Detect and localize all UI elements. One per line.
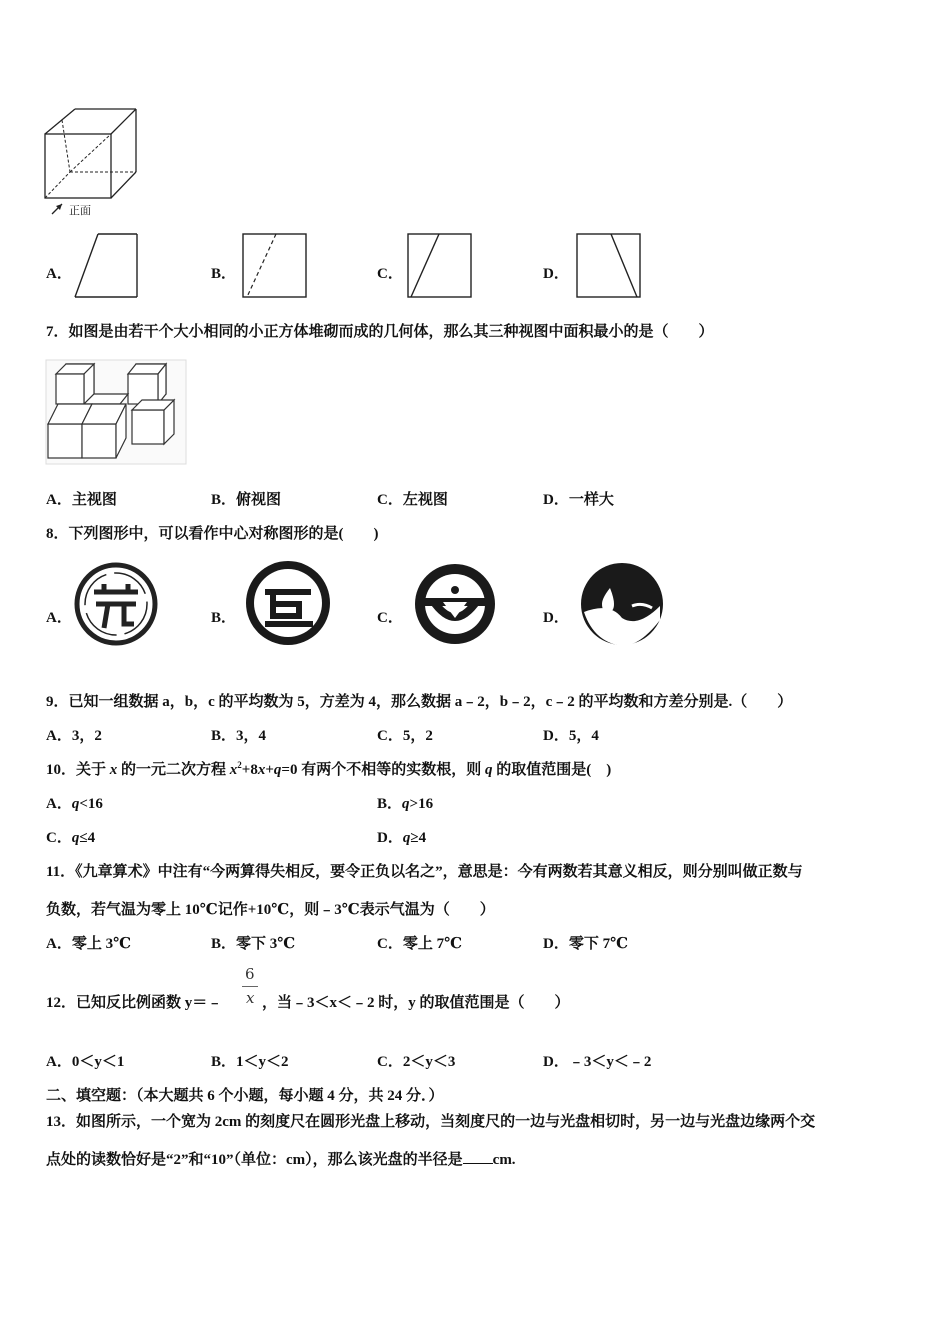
q9-option-b-letter: B． bbox=[211, 728, 237, 744]
q8-option-d-letter[interactable]: D． bbox=[543, 610, 569, 626]
q7-option-b-text: 俯视图 bbox=[236, 492, 282, 508]
q10-eq-x: x bbox=[229, 762, 238, 778]
q10-eq-part: + bbox=[265, 762, 274, 778]
q12-option-b-text: 1＜y＜2 bbox=[236, 1054, 289, 1070]
q6-option-c-figure[interactable] bbox=[407, 233, 473, 299]
q10-option-a-text: <16 bbox=[79, 796, 103, 812]
q9-option-d[interactable] bbox=[543, 724, 599, 745]
q10-option-d[interactable] bbox=[377, 826, 426, 847]
q8-option-d-emblem[interactable] bbox=[580, 562, 664, 646]
q6-option-b-figure[interactable] bbox=[242, 233, 308, 299]
q12-fraction-bar bbox=[242, 986, 258, 987]
q11-option-d-letter: D． bbox=[543, 936, 569, 952]
q10-option-d-var: q bbox=[402, 830, 411, 846]
q8-option-c-emblem[interactable] bbox=[413, 562, 497, 646]
q10-eq-part: +8 bbox=[241, 762, 258, 778]
q8-option-c-letter[interactable]: C． bbox=[377, 610, 403, 626]
q6-option-a-letter[interactable]: A． bbox=[46, 266, 72, 282]
q10-eq-q: q bbox=[273, 762, 282, 778]
q6-option-c-letter[interactable]: C． bbox=[377, 266, 403, 282]
q10-eq-x: x bbox=[257, 762, 266, 778]
q12-stem-b: ，当﹣3＜x＜﹣2 时，y 的取值范围是（ ） bbox=[262, 995, 570, 1011]
section-heading-fill-in: 二、填空题：（本大题共 6 个小题，每小题 4 分，共 24 分．） bbox=[46, 1088, 444, 1104]
q10-option-c-text: ≤4 bbox=[79, 830, 96, 846]
q9-option-c[interactable] bbox=[377, 724, 433, 745]
q9-stem: 9．已知一组数据 a，b，c 的平均数为 5，方差为 4，那么数据 a﹣2，b﹣2，c﹣2 的平均数和方差分别是.（ ） bbox=[46, 694, 793, 710]
q7-option-c-letter: C． bbox=[377, 492, 403, 508]
q10-option-b-var: q bbox=[402, 796, 410, 812]
q13-stem-unit: cm. bbox=[492, 1152, 516, 1168]
q11-option-d[interactable] bbox=[543, 932, 628, 953]
q6-cube-figure bbox=[40, 104, 150, 214]
q8-stem: 8．下列图形中，可以看作中心对称图形的是( ) bbox=[46, 526, 379, 542]
q10-option-b-text: >16 bbox=[409, 796, 434, 812]
q10-option-a-letter: A． bbox=[46, 796, 72, 812]
q10-option-a-var: q bbox=[71, 796, 80, 812]
q7-option-c[interactable] bbox=[377, 488, 448, 509]
q7-option-d-letter: D． bbox=[543, 492, 569, 508]
q12-option-a[interactable] bbox=[46, 1050, 124, 1071]
q13-stem-line2 bbox=[46, 1148, 516, 1169]
q11-option-b-letter: B． bbox=[211, 936, 237, 952]
q10-var-x: x bbox=[109, 762, 118, 778]
q6-cube-label: 正面 bbox=[69, 205, 91, 217]
q8-option-b-emblem[interactable] bbox=[243, 558, 333, 648]
q7-option-d-text: 一样大 bbox=[568, 492, 614, 508]
q6-option-b-letter[interactable]: B． bbox=[211, 266, 237, 282]
q9-option-b-text: 3，4 bbox=[236, 728, 267, 744]
q12-option-d-text: ﹣3＜y＜﹣2 bbox=[568, 1054, 652, 1070]
q11-option-d-text: 零下 7℃ bbox=[568, 936, 629, 952]
q12-fraction-numerator: 6 bbox=[245, 965, 255, 983]
q11-option-a-letter: A． bbox=[46, 936, 72, 952]
q9-option-d-letter: D． bbox=[543, 728, 569, 744]
q11-stem-line1: 11．《九章算术》中注有“今两算得失相反，要令正负以名之”，意思是：今有两数若其意义相反，则分别叫做正数与 bbox=[46, 864, 803, 880]
q10-stem-part: =0 有两个不相等的实数根，则 bbox=[281, 762, 485, 778]
q12-option-b-letter: B． bbox=[211, 1054, 237, 1070]
q10-option-d-text: ≥4 bbox=[410, 830, 427, 846]
q7-option-a[interactable] bbox=[46, 488, 117, 509]
q12-option-c-text: 2＜y＜3 bbox=[402, 1054, 456, 1070]
q8-option-b-letter[interactable]: B． bbox=[211, 610, 237, 626]
q6-option-d-figure[interactable] bbox=[576, 233, 642, 299]
q9-option-d-text: 5，4 bbox=[568, 728, 599, 744]
q6-option-a-figure[interactable] bbox=[73, 233, 139, 299]
q10-var-q: q bbox=[484, 762, 493, 778]
q10-option-d-letter: D． bbox=[377, 830, 403, 846]
q12-option-c-letter: C． bbox=[377, 1054, 403, 1070]
q10-option-c-letter: C． bbox=[46, 830, 72, 846]
q10-stem-part: 的取值范围是( ) bbox=[492, 762, 612, 778]
q7-option-b[interactable] bbox=[211, 488, 281, 509]
q12-option-b[interactable] bbox=[211, 1050, 289, 1071]
q13-answer-blank[interactable] bbox=[463, 1149, 493, 1164]
q6-option-d-letter[interactable]: D． bbox=[543, 266, 569, 282]
q7-option-b-letter: B． bbox=[211, 492, 237, 508]
q9-option-b[interactable] bbox=[211, 724, 266, 745]
q12-option-d[interactable] bbox=[543, 1050, 651, 1071]
q7-cubes-figure bbox=[46, 360, 186, 465]
q8-option-a-emblem[interactable] bbox=[74, 562, 158, 646]
q12-fraction-denominator: x bbox=[246, 989, 255, 1007]
q10-option-c[interactable] bbox=[46, 826, 95, 847]
q9-option-c-text: 5，2 bbox=[402, 728, 433, 744]
q11-option-b[interactable] bbox=[211, 932, 295, 953]
q7-option-a-text: 主视图 bbox=[71, 492, 117, 508]
q11-option-c[interactable] bbox=[377, 932, 462, 953]
q7-option-d[interactable] bbox=[543, 488, 614, 509]
q9-option-a[interactable] bbox=[46, 724, 102, 745]
q12-option-c[interactable] bbox=[377, 1050, 455, 1071]
q11-option-a[interactable] bbox=[46, 932, 131, 953]
q9-option-a-text: 3，2 bbox=[71, 728, 102, 744]
q10-option-b[interactable] bbox=[377, 792, 433, 813]
q13-stem-line1: 13．如图所示，一个宽为 2cm 的刻度尺在圆形光盘上移动，当刻度尺的一边与光盘相切时，另一边与光盘边缘两个交 bbox=[46, 1114, 816, 1130]
q10-option-c-var: q bbox=[71, 830, 80, 846]
q11-option-b-text: 零下 3℃ bbox=[236, 936, 296, 952]
q10-eq-exponent: 2 bbox=[237, 760, 242, 770]
q10-stem-part: 10．关于 bbox=[46, 762, 110, 778]
q13-stem-text: 点处的读数恰好是“2”和“10”（单位：cm），那么该光盘的半径是 bbox=[46, 1152, 463, 1168]
q12-option-d-letter: D． bbox=[543, 1054, 569, 1070]
q11-option-a-text: 零上 3℃ bbox=[71, 936, 132, 952]
q11-option-c-letter: C． bbox=[377, 936, 403, 952]
q10-stem bbox=[46, 758, 611, 779]
q7-option-c-text: 左视图 bbox=[402, 492, 448, 508]
q12-stem-a: 12．已知反比例函数 y＝﹣ bbox=[46, 995, 223, 1011]
q12-option-a-text: 0＜y＜1 bbox=[71, 1054, 125, 1070]
q10-option-a[interactable] bbox=[46, 792, 103, 813]
q7-option-a-letter: A． bbox=[46, 492, 72, 508]
q10-stem-part: 的一元二次方程 bbox=[117, 762, 230, 778]
q8-option-a-letter[interactable]: A． bbox=[46, 610, 72, 626]
q9-option-c-letter: C． bbox=[377, 728, 403, 744]
q11-stem-line2: 负数，若气温为零上 10℃记作+10℃，则﹣3℃表示气温为（ ） bbox=[46, 902, 495, 918]
q11-option-c-text: 零上 7℃ bbox=[402, 936, 463, 952]
q7-stem: 7．如图是由若干个大小相同的小正方体堆砌而成的几何体，那么其三种视图中面积最小的是（ ） bbox=[46, 324, 714, 340]
q9-option-a-letter: A． bbox=[46, 728, 72, 744]
q10-option-b-letter: B． bbox=[377, 796, 403, 812]
q12-option-a-letter: A． bbox=[46, 1054, 72, 1070]
